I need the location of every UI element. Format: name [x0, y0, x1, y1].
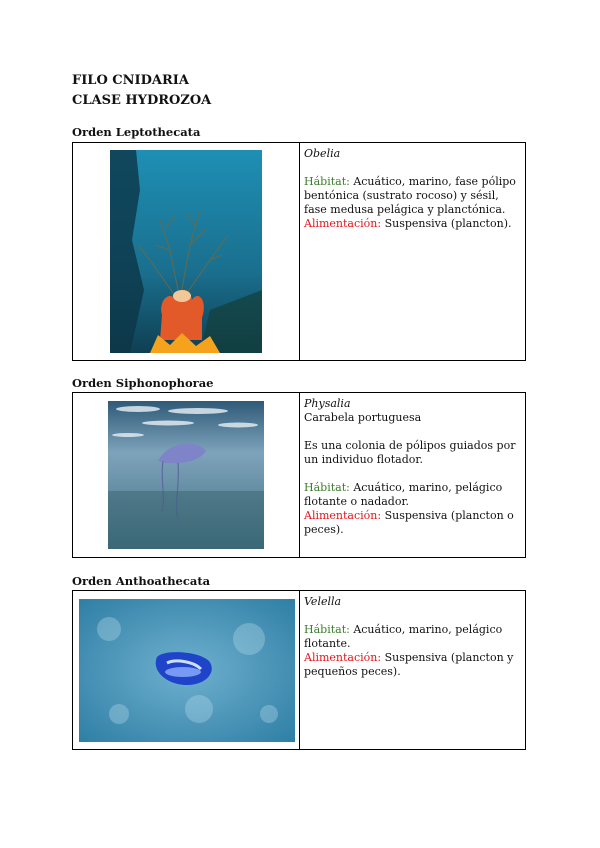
- habitat-label: Hábitat:: [304, 175, 350, 188]
- feeding-label: Alimentación:: [304, 509, 382, 522]
- feeding-text: [304, 217, 521, 231]
- habitat-label: Hábitat:: [304, 623, 350, 636]
- genus-name: Obelia: [304, 147, 341, 160]
- description-cell: [300, 143, 526, 361]
- velella-photo: [79, 599, 295, 742]
- obelia-photo: [110, 150, 262, 353]
- feeding-label: Alimentación:: [304, 217, 382, 230]
- habitat-value: Acuático, marino, pelágico flotante o nadador.: [304, 481, 503, 508]
- order-title: Orden Leptothecata: [72, 125, 201, 139]
- class-title: CLASE HYDROZOA: [72, 93, 212, 108]
- feeding-text: [304, 651, 521, 679]
- habitat-text: [304, 623, 521, 651]
- feeding-text: [304, 509, 521, 537]
- habitat-value: Acuático, marino, pelágico flotante.: [304, 623, 503, 650]
- common-name: Carabela portuguesa: [304, 411, 422, 424]
- order-title: Orden Anthoathecata: [72, 574, 211, 588]
- phylum-title: FILO CNIDARIA: [72, 73, 189, 88]
- feeding-value: Suspensiva (plancton o peces).: [304, 509, 514, 536]
- species-table: [72, 142, 526, 361]
- image-cell: [73, 143, 300, 361]
- habitat-value: Acuático, marino, fase pólipo bentónica (sustrato rocoso) y sésil, fase medusa pelágica y planctónica.: [304, 175, 516, 216]
- genus-name: Physalia: [304, 397, 351, 410]
- species-table: [72, 392, 526, 558]
- feeding-value: Suspensiva (plancton y pequeños peces).: [304, 651, 514, 678]
- habitat-text: [304, 481, 521, 509]
- species-table: [72, 590, 526, 750]
- description-cell: [300, 591, 526, 750]
- description-note: Es una colonia de pólipos guiados por un individuo flotador.: [304, 439, 516, 466]
- description-cell: [300, 393, 526, 558]
- physalia-photo: [108, 401, 264, 549]
- image-cell: [73, 393, 300, 558]
- order-title: Orden Siphonophorae: [72, 376, 214, 390]
- habitat-text: [304, 175, 521, 217]
- feeding-label: Alimentación:: [304, 651, 382, 664]
- genus-name: Velella: [304, 595, 342, 608]
- image-cell: [73, 591, 300, 750]
- habitat-label: Hábitat:: [304, 481, 350, 494]
- feeding-value: Suspensiva (plancton).: [381, 217, 512, 230]
